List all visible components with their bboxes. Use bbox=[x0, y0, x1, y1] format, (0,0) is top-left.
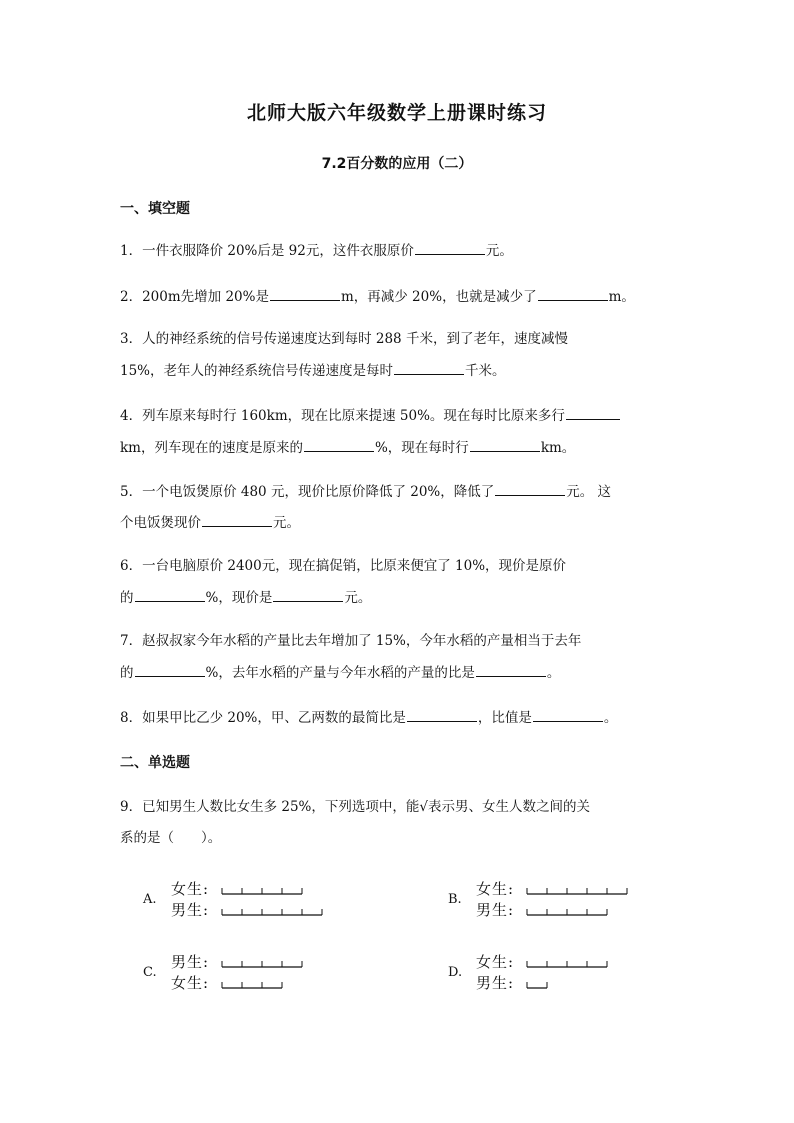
question-4-line-2 bbox=[120, 437, 575, 458]
option-bottom-row bbox=[171, 972, 283, 992]
segment-diagram bbox=[221, 884, 303, 896]
question-2-unit: m。 bbox=[608, 289, 635, 305]
option-top-row bbox=[171, 878, 303, 898]
question-5-line-1 bbox=[120, 481, 611, 502]
option-top-label: 女生: bbox=[476, 880, 515, 898]
option-top-label: 女生: bbox=[171, 880, 210, 898]
answer-blank[interactable] bbox=[304, 437, 374, 452]
option-letter: B. bbox=[448, 892, 462, 907]
segment-diagram bbox=[221, 905, 323, 917]
question-6-text: 的 bbox=[120, 590, 134, 606]
question-4-line-1 bbox=[120, 405, 621, 426]
answer-blank[interactable] bbox=[273, 587, 343, 602]
answer-blank[interactable] bbox=[566, 405, 620, 420]
question-4-text-3: %，现在每时行 bbox=[374, 440, 469, 456]
section-heading-fill-blank: 一、填空题 bbox=[120, 201, 190, 217]
answer-blank[interactable] bbox=[407, 707, 477, 722]
question-8-text: 8．如果甲比乙少 20%，甲、乙两数的最简比是 bbox=[120, 710, 406, 726]
question-7-line-2 bbox=[120, 662, 560, 683]
option-top-label: 男生: bbox=[171, 953, 210, 971]
question-6-text-2: %，现价是 bbox=[205, 590, 273, 606]
question-4-text: 4．列车原来每时行 160km，现在比原来提速 50%。现在每时比原来多行 bbox=[120, 408, 565, 424]
answer-blank[interactable] bbox=[538, 286, 608, 301]
option-bottom-row bbox=[476, 899, 608, 919]
question-7-text: 的 bbox=[120, 665, 134, 681]
page-title: 北师大版六年级数学上册课时练习 bbox=[246, 102, 547, 124]
question-9-line-1: 9．已知男生人数比女生多 25%，下列选项中，能√表示男、女生人数之间的关 bbox=[120, 799, 590, 815]
option-top-row bbox=[171, 951, 303, 971]
segment-diagram bbox=[221, 957, 303, 969]
question-6-line-1: 6．一台电脑原价 2400元，现在搞促销，比原来便宜了 10%，现价是原价 bbox=[120, 558, 567, 574]
answer-blank[interactable] bbox=[135, 587, 205, 602]
question-8-text-2: ，比值是 bbox=[477, 710, 532, 726]
option-top-row bbox=[476, 878, 628, 898]
question-5-line-2 bbox=[120, 512, 300, 533]
option-bottom-segment bbox=[221, 978, 283, 990]
question-6-line-2 bbox=[120, 587, 371, 608]
question-3-text: 15%，老年人的神经系统信号传递速度是每时 bbox=[120, 363, 394, 379]
option-bottom-label: 女生: bbox=[171, 974, 210, 992]
question-6-unit: 元。 bbox=[344, 590, 372, 606]
section-heading-single-choice: 二、单选题 bbox=[120, 755, 190, 771]
question-8 bbox=[120, 707, 617, 728]
question-5-unit: 元。 bbox=[273, 515, 300, 531]
question-2-text-2: m，再减少 20%，也就是减少了 bbox=[340, 289, 537, 305]
page-subtitle: 7.2百分数的应用（二） bbox=[321, 156, 473, 172]
option-bottom-row bbox=[171, 899, 323, 919]
question-7-line-1: 7．赵叔叔家今年水稻的产量比去年增加了 15%，今年水稻的产量相当于去年 bbox=[120, 633, 582, 649]
answer-blank[interactable] bbox=[415, 240, 485, 255]
segment-diagram bbox=[526, 978, 548, 990]
segment-diagram bbox=[526, 905, 608, 917]
question-2-text: 2．200m先增加 20%是 bbox=[120, 289, 269, 305]
segment-diagram bbox=[526, 884, 628, 896]
option-top-label: 女生: bbox=[476, 953, 515, 971]
answer-blank[interactable] bbox=[135, 662, 205, 677]
question-5-text: 5．一个电饭煲原价 480 元，现价比原价降低了 20%，降低了 bbox=[120, 484, 495, 500]
option-top-segment bbox=[526, 957, 608, 969]
option-letter: A. bbox=[143, 892, 157, 907]
option-bottom-label: 男生: bbox=[476, 901, 515, 919]
option-bottom-label: 男生: bbox=[171, 901, 210, 919]
option-top-segment bbox=[526, 884, 628, 896]
segment-diagram bbox=[221, 978, 283, 990]
option-top-row bbox=[476, 951, 608, 971]
option-bottom-segment bbox=[526, 905, 608, 917]
answer-blank[interactable] bbox=[470, 437, 540, 452]
answer-blank[interactable] bbox=[476, 662, 546, 677]
answer-blank[interactable] bbox=[495, 481, 565, 496]
question-7-end: 。 bbox=[546, 665, 561, 681]
question-4-unit: km。 bbox=[540, 440, 576, 456]
answer-blank[interactable] bbox=[270, 286, 340, 301]
option-bottom-row bbox=[476, 972, 548, 992]
answer-blank[interactable] bbox=[533, 707, 603, 722]
question-9-line-2: 系的是（ ）。 bbox=[120, 830, 222, 846]
answer-blank[interactable] bbox=[202, 512, 272, 527]
option-letter: D. bbox=[448, 965, 463, 980]
option-letter: C. bbox=[143, 965, 157, 980]
option-top-segment bbox=[221, 884, 303, 896]
option-bottom-label: 男生: bbox=[476, 974, 515, 992]
question-4-text-2: km，列车现在的速度是原来的 bbox=[120, 440, 303, 456]
answer-blank[interactable] bbox=[394, 360, 464, 375]
question-8-end: 。 bbox=[603, 710, 618, 726]
option-bottom-segment bbox=[526, 978, 548, 990]
question-5-text-3: 个电饭煲现价 bbox=[120, 515, 201, 531]
option-bottom-segment bbox=[221, 905, 323, 917]
question-2 bbox=[120, 286, 635, 307]
question-1-unit: 元。 bbox=[485, 243, 513, 259]
question-3-line-2 bbox=[120, 360, 506, 381]
question-1 bbox=[120, 240, 513, 261]
question-7-text-2: %，去年水稻的产量与今年水稻的产量的比是 bbox=[205, 665, 475, 681]
question-3-line-1: 3．人的神经系统的信号传递速度达到每时 288 千米，到了老年，速度减慢 bbox=[120, 331, 568, 347]
segment-diagram bbox=[526, 957, 608, 969]
option-top-segment bbox=[221, 957, 303, 969]
question-3-unit: 千米。 bbox=[465, 363, 506, 379]
question-5-text-2: 元。 这 bbox=[566, 484, 612, 500]
question-1-text: 1．一件衣服降价 20%后是 92元，这件衣服原价 bbox=[120, 243, 414, 259]
